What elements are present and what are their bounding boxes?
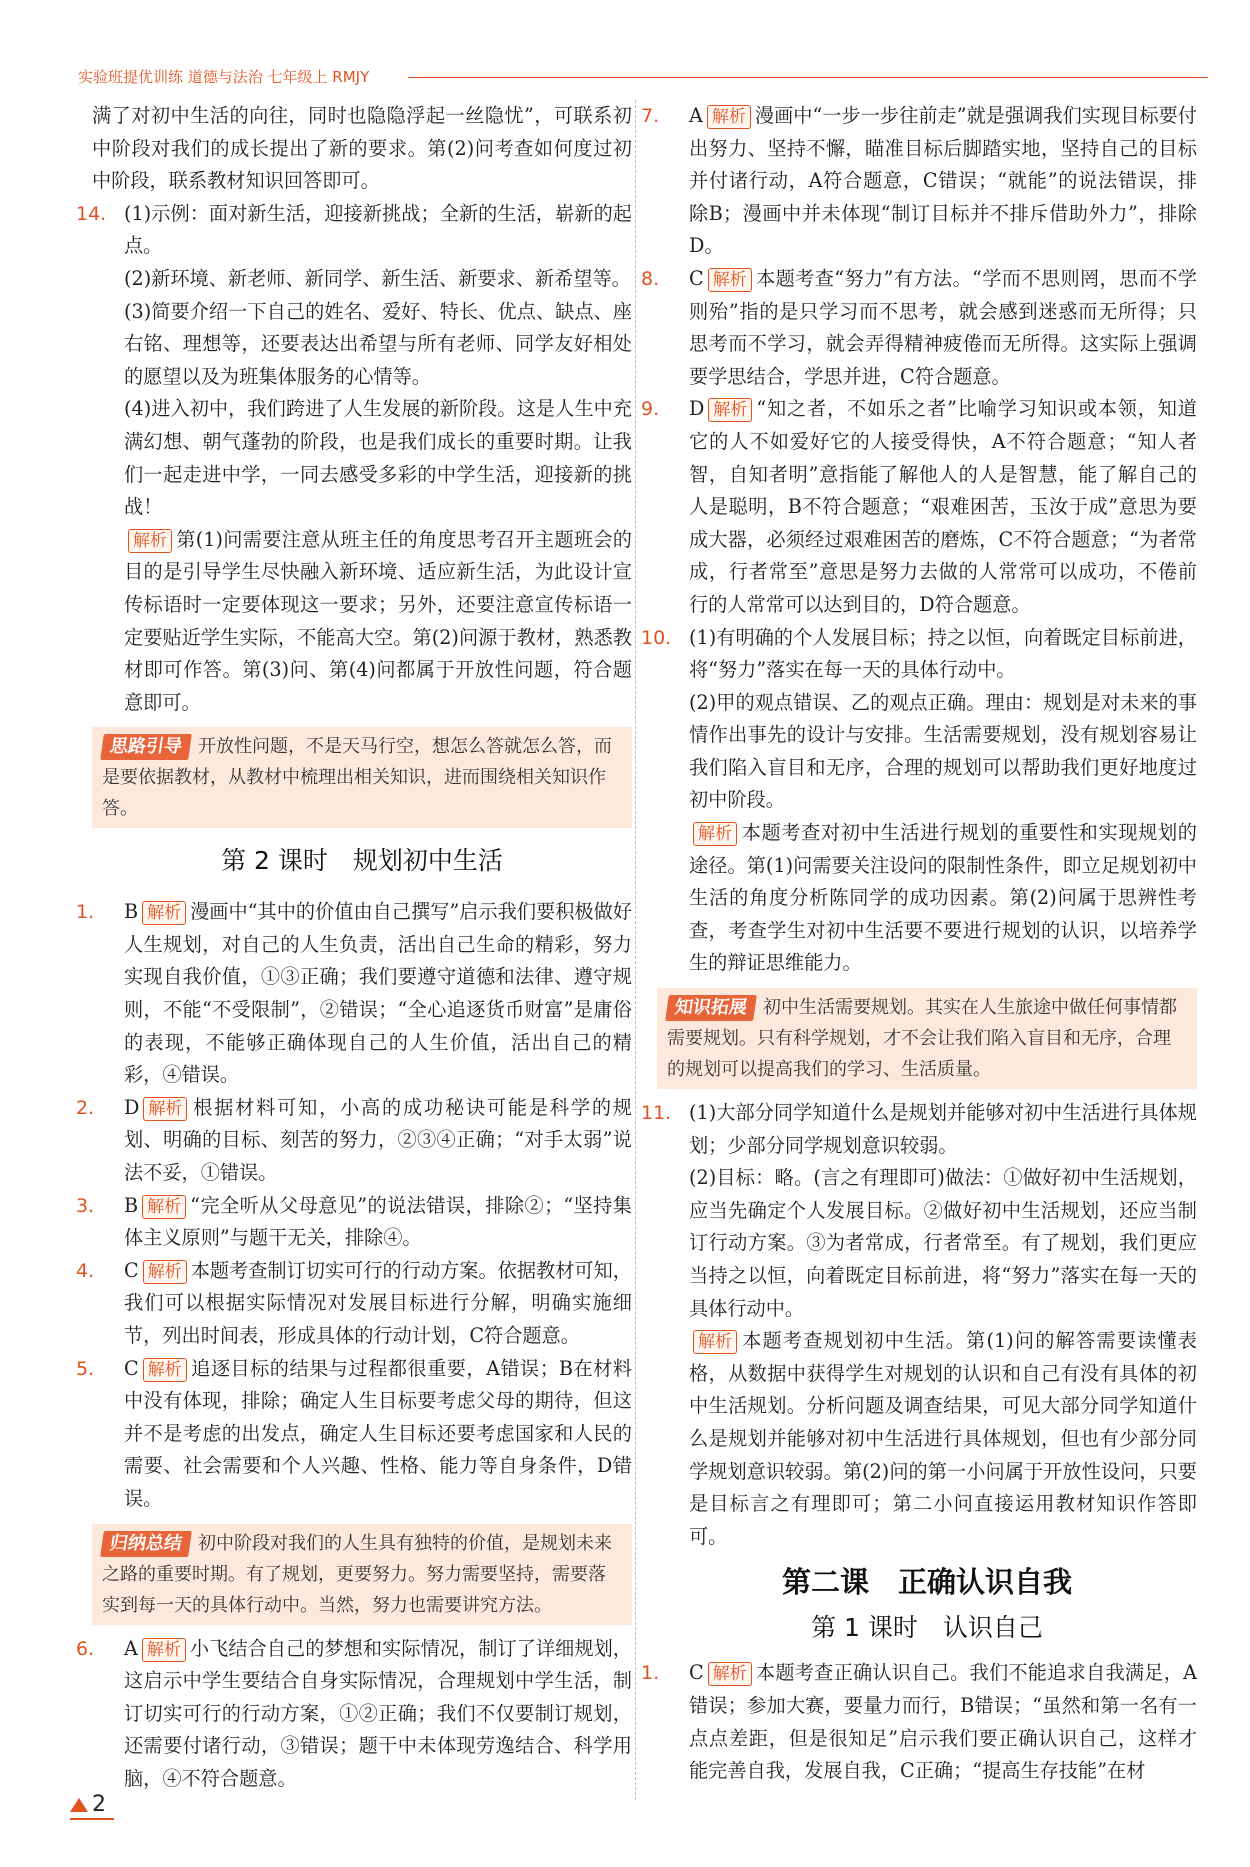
answer-line: (2)目标：略。(言之有理即可)做法：①做好初中生活规划，应当先确定个人发展目标。②做好初中生活规划，还应当制订行动方案。③为者常成，行者常至。有了规划，我们更应当持之以恒，向着既定目标前进，将“努力”落实在每一天的具体行动中。	[689, 1166, 1197, 1320]
answer-letter: C	[124, 1356, 139, 1380]
answer-14	[76, 198, 632, 720]
answer-item	[76, 1353, 632, 1516]
question-number: 9.	[641, 398, 660, 421]
question-number: 4.	[76, 1259, 95, 1282]
question-number: 3.	[76, 1194, 95, 1217]
analysis-text: “知之者，不如乐之者”比喻学习知识或本领，知道它的人不如爱好它的人接受得快，A不符合题意；“知人者智，自知者明”意指能了解他人的人是智慧，能了解自己的人是聪明，B不符合题意；“艰难困苦，玉汝于成”意思为要成大器，必须经过艰难困苦的磨炼，C不符合题意；“为者常成，行者常至”意思是努力去做的人常常可以成功，不倦前行的人常常可以达到目的，D符合题意。	[689, 397, 1197, 616]
analysis-tag: 解析	[142, 1195, 186, 1219]
analysis-tag: 解析	[708, 1662, 752, 1686]
answer-letter: B	[124, 1193, 139, 1217]
right-column	[641, 100, 1197, 1788]
analysis-text: 根据材料可知，小高的成功秘诀可能是科学的规划、明确的目标、刻苦的努力，②③④正确；“对手太弱”说法不妥，①错误。	[124, 1095, 632, 1185]
tip-label: 知识拓展	[665, 995, 757, 1021]
continued-text: 满了对初中生活的向往，同时也隐隐浮起一丝隐忧”，可联系初中阶段对我们的成长提出了新的要求。第(2)问考查如何度过初中阶段，联系教材知识回答即可。	[92, 104, 632, 193]
answer-letter: A	[689, 104, 703, 127]
answer-11	[641, 1097, 1197, 1553]
analysis	[124, 524, 632, 720]
analysis-tag: 解析	[693, 1330, 737, 1354]
analysis-text: 本题考查“努力”有方法。“学而不思则罔，思而不学则殆”指的是只学习而不思考，就会感到迷惑而无所得；只思考而不学习，就会弄得精神疲倦而无所得。这实际上强调要学思结合，学思并进，C符合题意。	[689, 266, 1197, 388]
answer-item	[641, 393, 1197, 621]
answer-letter: D	[124, 1095, 140, 1119]
tip-box-thinking	[92, 727, 632, 828]
analysis-text: 追逐目标的结果与过程都很重要，A错误；B在材料中没有体现，排除；确定人生目标要考虑父母的期待，但这并不是考虑的出发点，确定人生目标还要考虑国家和人民的需要、社会需要和个人兴趣、性格、能力等自身条件，D错误。	[124, 1356, 632, 1510]
analysis-text: 本题考查正确认识自己。我们不能追求自我满足，A错误；参加大赛，要量力而行，B错误；“虽然和第一名有一点点差距，但是很知足”启示我们要正确认识自己，这样才能完善自我，发展自我，C正确；“提高生存技能”在材	[689, 1661, 1197, 1783]
analysis-tag: 解析	[142, 1638, 186, 1662]
lesson-title: 第二课 正确认识自我	[781, 1565, 1072, 1600]
tip-box-extension	[657, 988, 1197, 1089]
tip-box-summary	[92, 1524, 632, 1625]
analysis-text: 小飞结合自己的梦想和实际情况，制订了详细规划，这启示中学生要结合自身实际情况，合理规划中学生活，制订切实可行的行动方案，①②正确；我们不仅要制订规划，还需要付诸行动，③错误；题干中未体现劳逸结合、科学用脑，④不符合题意。	[124, 1636, 632, 1790]
answer-item	[76, 1190, 632, 1255]
analysis-text: 本题考查规划初中生活。第(1)问的解答需要读懂表格，从数据中获得学生对规划的认识和自己有没有具体的初中生活规划。分析问题及调查结果，可见大部分同学知道什么是规划并能够对初中生活进行具体规划，但也有少部分同学规划意识较弱。第(2)问的第一小问属于开放性设问，只要是目标言之有理即可；第二小问直接运用教材知识作答即可。	[689, 1329, 1197, 1548]
analysis-tag: 解析	[143, 1097, 187, 1121]
analysis-text: 漫画中“其中的价值由自己撰写”启示我们要积极做好人生规划，对自己的人生负责，活出自己生命的精彩，努力实现自我价值，①③正确；我们要遵守道德和法律、遵守规则，不能“不受限制”，②错误；“全心追逐货币财富”是庸俗的表现，不能够正确体现自己的人生价值，活出自己的精彩，④错误。	[124, 900, 632, 1087]
tip-text: 初中生活需要规划。其实在人生旅途中做任何事情都需要规划。只有科学规划，才不会让我们陷入盲目和无序，合理的规划可以提高我们的学习、生活质量。	[667, 997, 1177, 1081]
analysis-tag: 解析	[693, 822, 737, 846]
analysis-text: “完全听从父母意见”的说法错误，排除②；“坚持集体主义原则”与题干无关，排除④。	[124, 1193, 632, 1250]
section-title: 第 1 课时 认识自己	[811, 1613, 1043, 1643]
question-number: 11.	[641, 1102, 672, 1125]
answer-line: (2)新环境、新老师、新同学、新生活、新要求、新希望等。	[124, 266, 631, 290]
page-number-underline	[70, 1818, 114, 1820]
question-number: 14.	[76, 202, 107, 225]
answer-line: (1)示例：面对新生活，迎接新挑战；全新的生活，崭新的起点。	[124, 201, 632, 258]
question-number: 2.	[76, 1096, 95, 1119]
answer-item	[641, 263, 1197, 393]
header-rule	[408, 77, 1208, 78]
analysis-tag: 解析	[128, 529, 172, 553]
answer-line: (3)简要介绍一下自己的姓名、爱好、特长、优点、缺点、座右铭、理想等，还要表达出希望与所有老师、同学友好相处的愿望以及为班集体服务的心情等。	[124, 299, 632, 388]
page-number	[70, 1792, 106, 1817]
answer-item	[76, 1092, 632, 1190]
question-number: 1.	[641, 1662, 660, 1685]
analysis-tag: 解析	[708, 398, 752, 422]
answer-item	[76, 896, 632, 1092]
question-number: 7.	[641, 105, 660, 127]
question-number: 5.	[76, 1357, 95, 1380]
analysis-tag: 解析	[143, 1358, 187, 1382]
tip-text: 开放性问题，不是天马行空，想怎么答就怎么答，而是要依据教材，从教材中梳理出相关知识，进而围绕相关知识作答。	[102, 736, 612, 820]
page-header	[78, 66, 1208, 90]
answer-letter: C	[689, 1661, 704, 1685]
answer-letter: A	[124, 1636, 138, 1660]
analysis-tag: 解析	[143, 1260, 187, 1284]
answer-letter: B	[124, 900, 139, 924]
page-number-text: 2	[92, 1792, 106, 1817]
answer-line: (1)有明确的个人发展目标；持之以恒，向着既定目标前进，将“努力”落实在每一天的具体行动中。	[689, 625, 1197, 682]
analysis-text: 本题考查制订切实可行的行动方案。依据教材可知，我们可以根据实际情况对发展目标进行分解，明确实施细节，列出时间表，形成具体的行动计划，C符合题意。	[124, 1258, 632, 1347]
section-title: 第 2 课时 规划初中生活	[221, 846, 503, 876]
answer-letter: D	[689, 397, 705, 421]
analysis-text: 本题考查对初中生活进行规划的重要性和实现规划的途径。第(1)问需要关注设问的限制性条件，即立足规划初中生活的角度分析陈同学的成功因素。第(2)问属于思辨性考查，考查学生对初中生活要不要进行规划的认识，以培养学生的辩证思维能力。	[689, 821, 1197, 975]
column-divider	[635, 100, 636, 1800]
analysis-tag: 解析	[708, 268, 752, 292]
answer-line: (4)进入初中，我们跨进了人生发展的新阶段。这是人生中充满幻想、朝气蓬勃的阶段，也是我们成长的重要时期。让我们一起走进中学，一同去感受多彩的中学生活，迎接新的挑战！	[124, 397, 632, 519]
analysis-tag: 解析	[142, 901, 186, 925]
answer-letter: C	[689, 266, 704, 290]
answer-line: (2)甲的观点错误、乙的观点正确。理由：规划是对未来的事情作出事先的设计与安排。生活需要规划，没有规划容易让我们陷入盲目和无序，合理的规划可以帮助我们更好地度过初中阶段。	[689, 690, 1197, 812]
analysis	[689, 1325, 1197, 1553]
left-column	[76, 100, 632, 1796]
answer-letter: C	[124, 1258, 139, 1282]
answer-item	[641, 100, 1197, 263]
answer-10	[641, 622, 1197, 981]
tip-label: 归纳总结	[100, 1531, 192, 1557]
analysis-text: 漫画中“一步一步往前走”就是强调我们实现目标要付出努力、坚持不懈，瞄准目标后脚踏实地，坚持自己的目标并付诸行动，A符合题意，C错误；“就能”的说法错误，排除B；漫画中并未体现“制订目标并不排斥借助外力”，排除D。	[689, 104, 1197, 258]
analysis-text: 第(1)问需要注意从班主任的角度思考召开主题班会的目的是引导学生尽快融入新环境、适应新生活，为此设计宣传标语时一定要体现这一要求；另外，还要注意宣传标语一定要贴近学生实际，不能高大空。第(2)问源于教材，熟悉教材即可作答。第(3)问、第(4)问都属于开放性问题，符合题意即可。	[124, 527, 632, 714]
analysis-tag: 解析	[707, 105, 751, 129]
tip-label: 思路引导	[100, 734, 192, 760]
analysis	[689, 817, 1197, 980]
question-number: 8.	[641, 267, 660, 290]
answer-item	[76, 1633, 632, 1796]
question-number: 1.	[76, 901, 95, 924]
answer-item	[76, 1255, 632, 1353]
tip-text: 初中阶段对我们的人生具有独特的价值，是规划未来之路的重要时期。有了规划，更要努力。努力需要坚持，需要落实到每一天的具体行动中。当然，努力也需要讲究方法。	[102, 1532, 612, 1616]
question-number: 6.	[76, 1637, 95, 1660]
answer-item	[641, 1657, 1197, 1787]
answer-line: (1)大部分同学知道什么是规划并能够对初中生活进行具体规划；少部分同学规划意识较弱。	[689, 1101, 1197, 1157]
header-title: 实验班提优训练 道德与法治 七年级上 RMJY	[78, 68, 370, 86]
question-number: 10.	[641, 626, 672, 649]
arrow-up-icon	[70, 1798, 88, 1812]
